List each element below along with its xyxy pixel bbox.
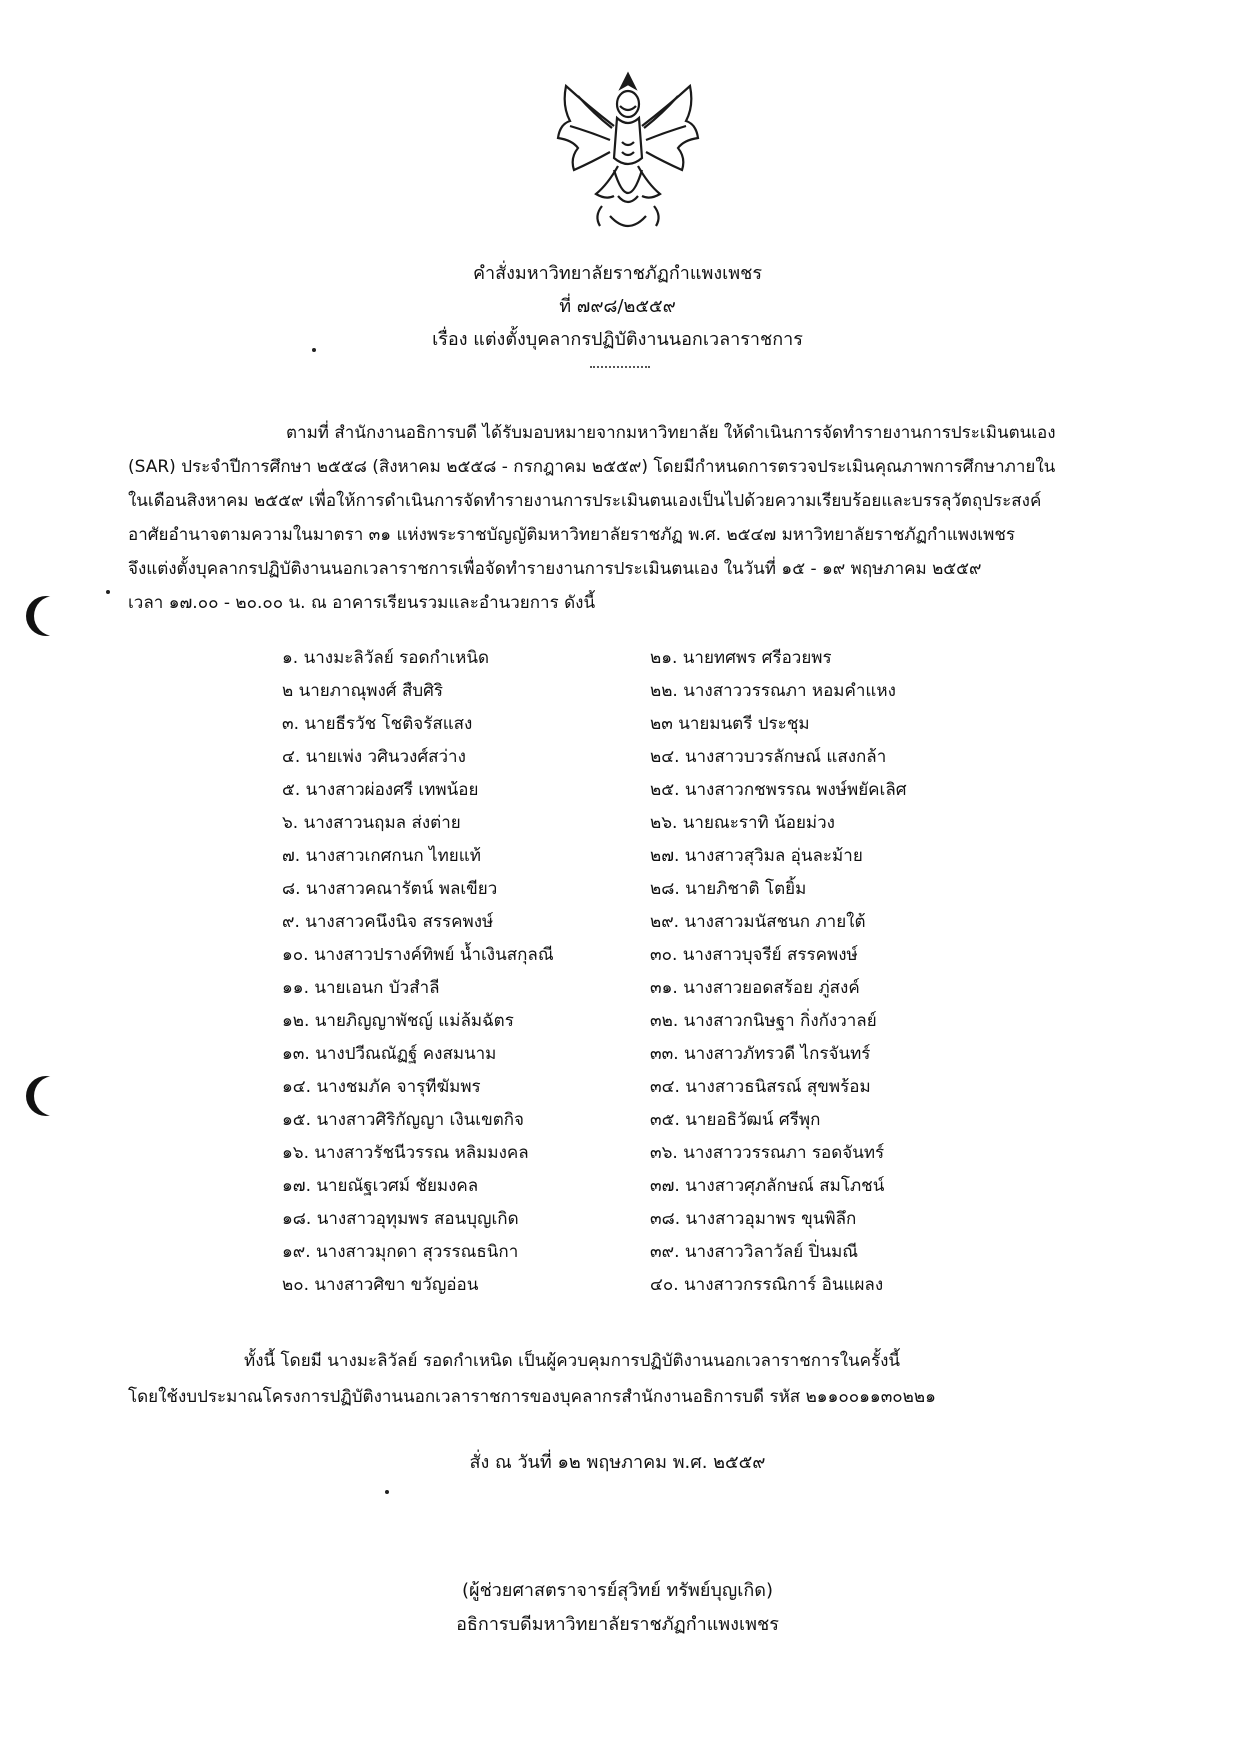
list-item: ๒๐. นางสาวศิขา ขวัญอ่อน <box>282 1275 479 1295</box>
list-item: ๓. นายธีรวัช โชติจรัสแสง <box>282 714 473 734</box>
list-item: ๒๔. นางสาวบวรลักษณ์ แสงกล้า <box>650 747 887 767</box>
binder-hole-mark <box>34 1076 74 1116</box>
list-item: ๑๙. นางสาวมุกดา สุวรรณธนิกา <box>282 1242 519 1262</box>
closing-line-2: โดยใช้งบประมาณโครงการปฏิบัติงานนอกเวลาราชการของบุคลากรสำนักงานอธิการบดี รหัส ๒๑๑๐๐๑๑๓๐๒๒๑ <box>128 1387 936 1407</box>
order-number: ที่ ๗๙๘/๒๕๕๙ <box>559 296 676 317</box>
list-item: ๑๑. นายเอนก บัวสำลี <box>282 978 440 998</box>
list-item: ๖. นางสาวนฤมล ส่งต่าย <box>282 813 461 833</box>
body-line-3: ในเดือนสิงหาคม ๒๕๕๙ เพื่อให้การดำเนินการจัดทำรายงานการประเมินตนเองเป็นไปด้วยความเรียบร้อยและบรรลุวัตถุประสงค์ <box>128 491 1042 511</box>
closing-line-1: ทั้งนี้ โดยมี นางมะลิวัลย์ รอดกำเหนิด เป็นผู้ควบคุมการปฏิบัติงานนอกเวลาราชการในครั้งนี้ <box>244 1351 901 1371</box>
list-item: ๒๖. นายณะราทิ น้อยม่วง <box>650 813 835 833</box>
issue-date: สั่ง ณ วันที่ ๑๒ พฤษภาคม พ.ศ. ๒๕๕๙ <box>469 1452 766 1473</box>
list-item: ๓๖. นางสาววรรณภา รอดจันทร์ <box>650 1143 885 1163</box>
body-line-6: เวลา ๑๗.๐๐ - ๒๐.๐๐ น. ณ อาคารเรียนรวมและอำนวยการ ดังนี้ <box>128 593 596 613</box>
list-item: ๒๙. นางสาวมนัสชนก ภายใต้ <box>650 912 866 932</box>
list-item: ๑๕. นางสาวศิริกัญญา เงินเขตกิจ <box>282 1110 524 1130</box>
body-line-2: (SAR) ประจำปีการศึกษา ๒๕๕๘ (สิงหาคม ๒๕๕๘ - กรกฎาคม ๒๕๕๙) โดยมีกำหนดการตรวจประเมินคุณภาพการศึกษาภายใน <box>128 457 1056 477</box>
list-item: ๓๒. นางสาวกนิษฐา กิ่งกังวาลย์ <box>650 1011 877 1031</box>
list-item: ๒๒. นางสาววรรณภา หอมคำแหง <box>650 681 896 701</box>
list-item: ๑๗. นายณัฐเวศม์ ชัยมงคล <box>282 1176 479 1196</box>
list-item: ๒๑. นายทศพร ศรีอวยพร <box>650 648 832 668</box>
order-title: คำสั่งมหาวิทยาลัยราชภัฏกำแพงเพชร <box>472 263 763 284</box>
signer-position: อธิการบดีมหาวิทยาลัยราชภัฏกำแพงเพชร <box>456 1614 779 1635</box>
list-item: ๑๒. นายภิญญาพัชญ์ แม่ล้มฉัตร <box>282 1011 514 1031</box>
scan-speck <box>312 348 316 352</box>
list-item: ๒๓ นายมนตรี ประชุม <box>650 714 810 734</box>
list-item: ๑๖. นางสาวรัชนีวรรณ หลิมมงคล <box>282 1143 529 1163</box>
list-item: ๒๕. นางสาวกชพรรณ พงษ์พยัคเลิศ <box>650 780 907 800</box>
list-item: ๗. นางสาวเกศกนก ไทยแท้ <box>282 846 481 866</box>
list-item: ๒ นายภาณุพงศ์ สืบศิริ <box>282 681 444 701</box>
scan-speck <box>106 590 110 594</box>
personnel-list-left <box>282 642 554 1302</box>
list-item: ๓๘. นางสาวอุมาพร ขุนพิลึก <box>650 1209 857 1229</box>
list-item: ๑. นางมะลิวัลย์ รอดกำเหนิด <box>282 648 490 668</box>
list-item: ๒๗. นางสาวสุวิมล อุ่นละม้าย <box>650 846 863 866</box>
list-item: ๔. นายเพ่ง วศินวงศ์สว่าง <box>282 747 466 767</box>
scan-speck <box>385 1490 389 1494</box>
binder-hole-mark <box>34 596 74 636</box>
list-item: ๙. นางสาวคนึงนิจ สรรคพงษ์ <box>282 912 494 932</box>
list-item: ๔๐. นางสาวกรรณิการ์ อินแผลง <box>650 1275 884 1295</box>
list-item: ๓๔. นางสาวธนิสรณ์ สุขพร้อม <box>650 1077 871 1097</box>
list-item: ๑๐. นางสาวปรางค์ทิพย์ น้ำเงินสกุลณี <box>282 945 554 965</box>
personnel-list-right <box>650 642 907 1302</box>
garuda-emblem-icon <box>548 66 708 241</box>
list-item: ๓๕. นายอธิวัฒน์ ศรีพุก <box>650 1110 821 1130</box>
list-item: ๑๘. นางสาวอุทุมพร สอนบุญเกิด <box>282 1209 519 1229</box>
signer-name: (ผู้ช่วยศาสตราจารย์สุวิทย์ ทรัพย์บุญเกิด) <box>462 1580 773 1601</box>
list-item: ๑๔. นางชมภัค จารุทีฆัมพร <box>282 1077 481 1097</box>
list-item: ๒๘. นายภิชาติ โตยิ้ม <box>650 879 807 899</box>
list-item: ๓๐. นางสาวบุจรีย์ สรรคพงษ์ <box>650 945 858 965</box>
order-subject: เรื่อง แต่งตั้งบุคลากรปฏิบัติงานนอกเวลาราชการ <box>432 329 803 350</box>
list-item: ๘. นางสาวคณารัตน์ พลเขียว <box>282 879 498 899</box>
body-line-1: ตามที่ สำนักงานอธิการบดี ได้รับมอบหมายจากมหาวิทยาลัย ให้ดำเนินการจัดทำรายงานการประเมินตนเอง <box>286 423 1056 443</box>
list-item: ๓๓. นางสาวภัทรวดี ไกรจันทร์ <box>650 1044 871 1064</box>
list-item: ๓๗. นางสาวศุภลักษณ์ สมโภชน์ <box>650 1176 885 1196</box>
header-divider <box>590 366 650 370</box>
body-line-5: จึงแต่งตั้งบุคลากรปฏิบัติงานนอกเวลาราชการเพื่อจัดทำรายงานการประเมินตนเอง ในวันที่ ๑๕ - ๑๙ พฤษภาคม ๒๕๕๙ <box>128 559 982 579</box>
list-item: ๓๑. นางสาวยอดสร้อย ภู่สงค์ <box>650 978 860 998</box>
list-item: ๓๙. นางสาววิลาวัลย์ ปิ่นมณี <box>650 1242 859 1262</box>
list-item: ๑๓. นางปวีณณัฏฐ์ คงสมนาม <box>282 1044 497 1064</box>
list-item: ๕. นางสาวผ่องศรี เทพน้อย <box>282 780 479 800</box>
body-line-4: อาศัยอำนาจตามความในมาตรา ๓๑ แห่งพระราชบัญญัติมหาวิทยาลัยราชภัฏ พ.ศ. ๒๕๔๗ มหาวิทยาลัยราชภัฏกำแพงเพชร <box>128 525 1015 545</box>
